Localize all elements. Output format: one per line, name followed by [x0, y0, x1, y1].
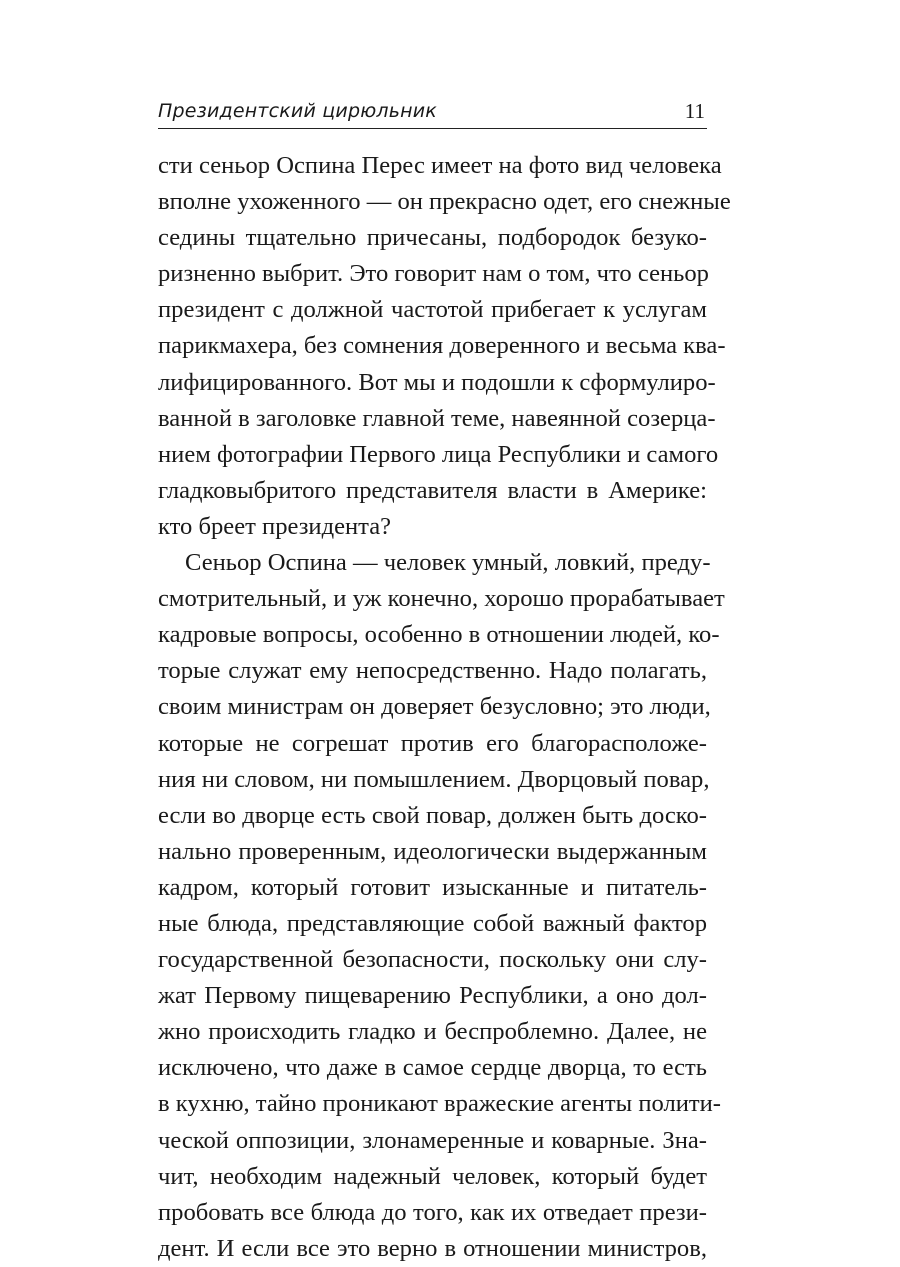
text-line: вполне ухоженного — он прекрасно одет, его снежные — [158, 188, 731, 216]
text-line: которые не согрешат против его благорасположе- — [158, 729, 707, 757]
paragraph-end-line: кто бреет президента? — [158, 512, 392, 540]
text-line: торые служат ему непосредственно. Надо полагать, — [158, 657, 707, 685]
text-line: ванной в заголовке главной теме, навеянной созерца- — [158, 404, 716, 432]
running-title: Президентский цирюльник — [158, 100, 437, 122]
text-line: жат Первому пищеварению Республики, а оно дол- — [158, 982, 707, 1010]
text-line: ния ни словом, ни помышлением. Дворцовый повар, — [158, 765, 710, 793]
text-line: своим министрам он доверяет безусловно; это люди, — [158, 693, 711, 721]
page-number: 11 — [684, 99, 705, 123]
text-line: государственной безопасности, поскольку они слу- — [158, 946, 707, 974]
text-line: седины тщательно причесаны, подбородок безуко- — [158, 224, 707, 252]
text-line: жно происходить гладко и беспроблемно. Далее, не — [158, 1018, 707, 1046]
text-line: гладковыбритого представителя власти в Америке: — [158, 476, 707, 504]
text-line: дент. И если все это верно в отношении министров, — [158, 1234, 707, 1262]
text-line: ризненно выбрит. Это говорит нам о том, что сеньор — [158, 260, 709, 288]
text-line: ные блюда, представляющие собой важный фактор — [158, 909, 707, 937]
text-line: кадром, который готовит изысканные и питатель- — [158, 873, 707, 901]
text-line: если во дворце есть свой повар, должен быть доско- — [158, 801, 707, 829]
text-line: чит, необходим надежный человек, который будет — [158, 1162, 707, 1190]
text-line: смотрительный, и уж конечно, хорошо прорабатывает — [158, 585, 725, 613]
running-header — [158, 98, 707, 129]
text-line: ческой оппозиции, злонамеренные и коварные. Зна- — [158, 1126, 707, 1154]
text-line: нально проверенным, идеологически выдержанным — [158, 837, 707, 865]
text-line: кадровые вопросы, особенно в отношении людей, ко- — [158, 621, 720, 649]
paragraph-first-line: Сеньор Оспина — человек умный, ловкий, преду- — [185, 549, 711, 577]
text-line: исключено, что даже в самое сердце дворца, то есть — [158, 1054, 707, 1082]
text-line: нием фотографии Первого лица Республики и самого — [158, 440, 719, 468]
text-line: парикмахера, без сомнения доверенного и весьма ква- — [158, 332, 726, 360]
body-text — [158, 148, 731, 1267]
text-line: лифицированного. Вот мы и подошли к сформулиро- — [158, 368, 716, 396]
text-line: пробовать все блюда до того, как их отведает прези- — [158, 1198, 707, 1226]
text-line: в кухню, тайно проникают вражеские агенты полити- — [158, 1090, 721, 1118]
text-line: сти сеньор Оспина Перес имеет на фото вид человека — [158, 152, 722, 179]
text-line: президент с должной частотой прибегает к услугам — [158, 296, 707, 324]
